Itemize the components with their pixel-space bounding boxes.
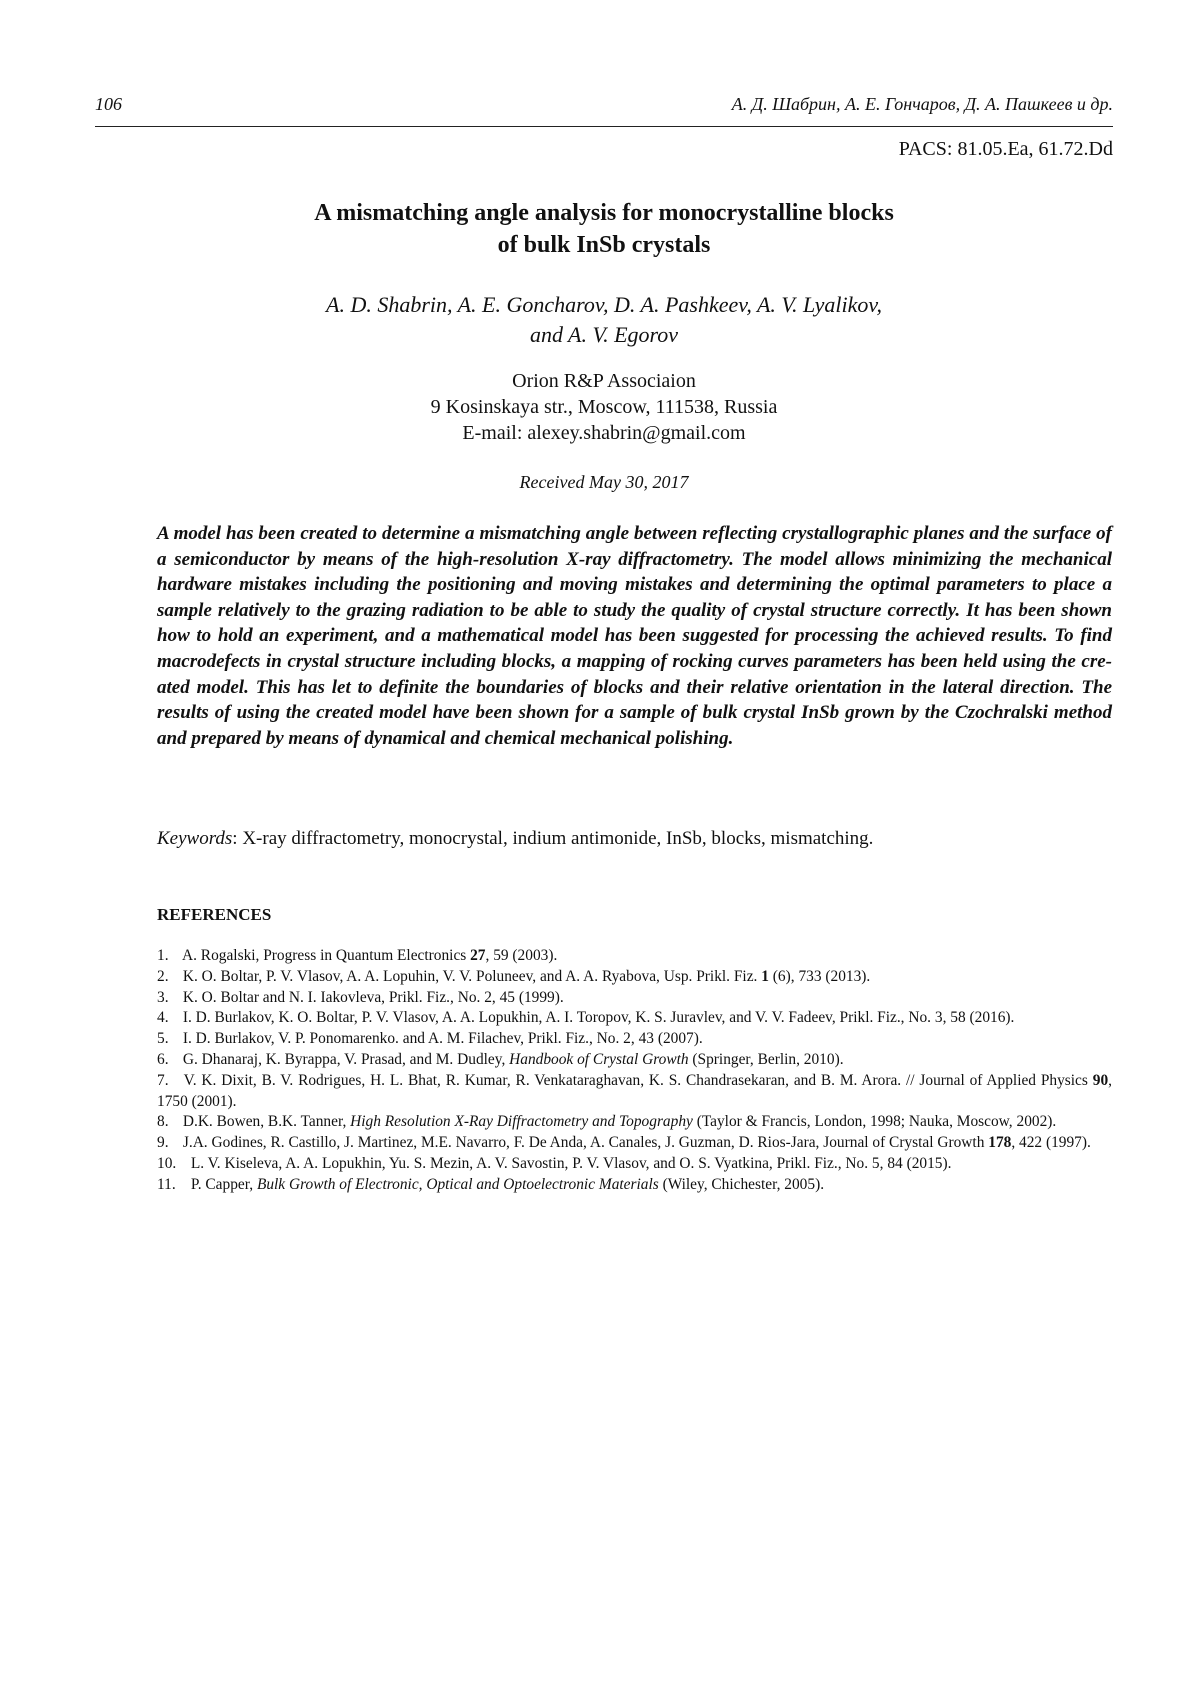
reference-book-title: Handbook of Crystal Growth xyxy=(509,1050,689,1068)
reference-volume: 27 xyxy=(470,947,486,964)
reference-text: G. Dhanaraj, K. Byrappa, V. Prasad, and M. Dudley, xyxy=(182,1050,510,1068)
references-heading: REFERENCES xyxy=(157,905,272,924)
affiliation xyxy=(100,368,1108,446)
reference-number: 9. xyxy=(157,1134,169,1152)
reference-text-end: , 422 (1997). xyxy=(1011,1134,1091,1152)
reference-book-title: Bulk Growth of Electronic, Optical and Optoelectronic Materials xyxy=(256,1175,659,1193)
reference-item xyxy=(157,1133,1112,1154)
received-date: Received May 30, 2017 xyxy=(519,472,689,492)
reference-text-end: (Taylor & Francis, London, 1998; Nauka, Moscow, 2002). xyxy=(692,1113,1057,1131)
reference-text-end: (6), 733 (2013). xyxy=(768,967,871,985)
running-header xyxy=(95,90,1113,120)
keywords-text: : X-ray diffractometry, monocrystal, indium antimonide, InSb, blocks, mismatching. xyxy=(232,828,874,849)
reference-number: 3. xyxy=(157,988,169,1006)
reference-item xyxy=(157,1112,1112,1133)
reference-item xyxy=(157,967,1112,988)
reference-text-end: (Wiley, Chichester, 2005). xyxy=(658,1175,825,1193)
page-number: 106 xyxy=(95,94,122,114)
reference-item xyxy=(157,1008,1112,1029)
reference-text-end: , 1750 (2001). xyxy=(157,1071,1112,1110)
reference-item xyxy=(157,988,1112,1009)
paper-title xyxy=(100,197,1108,261)
reference-item xyxy=(157,1154,1112,1175)
keywords xyxy=(157,828,1112,850)
reference-number: 2. xyxy=(157,967,169,985)
reference-number: 10. xyxy=(157,1154,177,1172)
reference-number: 11. xyxy=(157,1175,176,1193)
header-authors: А. Д. Шабрин, А. Е. Гончаров, Д. А. Пашкеев и др. xyxy=(731,94,1113,114)
contact-email: E-mail: alexey.shabrin@gmail.com xyxy=(462,422,746,444)
reference-item xyxy=(157,946,1112,967)
reference-number: 6. xyxy=(157,1050,169,1068)
authors-line-1: A. D. Shabrin, A. E. Goncharov, D. A. Pashkeev, A. V. Lyalikov, xyxy=(326,292,882,317)
title-line-2: of bulk InSb crystals xyxy=(497,232,711,258)
pacs-codes: PACS: 81.05.Ea, 61.72.Dd xyxy=(898,138,1113,160)
reference-text-end: , 59 (2003). xyxy=(485,947,558,964)
reference-text: V. K. Dixit, B. V. Rodrigues, H. L. Bhat, R. Kumar, R. Venkataraghavan, K. S. Chandrasekaran, and B. M. Arora. // Journal of Applied Physics xyxy=(183,1071,1093,1089)
reference-text: J.A. Godines, R. Castillo, J. Martinez, M.E. Navarro, F. De Anda, A. Canales, J. Guzman, D. Rios-Jara, Journal of Crystal Growth xyxy=(182,1134,989,1152)
reference-volume: 1 xyxy=(761,967,769,985)
reference-text: D.K. Bowen, B.K. Tanner, xyxy=(182,1113,351,1131)
reference-item xyxy=(157,1071,1112,1113)
abstract: A model has been created to determine a mismatching angle between reflecting crystallographic planes and the surface of a semiconductor by means of the high-resolution X-ray diffractometry. The model allows minimizing the mechanical hardware mistakes including the positioning and moving mistakes and determining the optimal parameters to place a sample relatively to the grazing radiation to be able to study the quality of crystal structure correctly. It has been shown how to hold an experiment, and a mathematical model has been suggested for processing the achieved results. To find macrodefects in crystal structure including blocks, a mapping of rocking curves parameters has been held using the created model. This has let to definite the boundaries of blocks and their relative orientation in the lateral direction. The results of using the created model have been shown for a sample of bulk crystal InSb grown by the Czochralski method and prepared by means of dynamical and chemical mechanical polishing. xyxy=(157,523,1112,749)
reference-text-end: (Springer, Berlin, 2010). xyxy=(688,1050,844,1068)
authors-line-2: and A. V. Egorov xyxy=(529,322,679,347)
reference-list xyxy=(157,946,1112,1196)
keywords-label: Keywords xyxy=(157,828,233,849)
author-list xyxy=(100,290,1108,350)
reference-item xyxy=(157,1029,1112,1050)
reference-number: 4. xyxy=(157,1009,169,1027)
reference-text: I. D. Burlakov, V. P. Ponomarenko. and A. M. Filachev, Prikl. Fiz., No. 2, 43 (2007). xyxy=(182,1030,703,1048)
reference-item xyxy=(157,1175,1112,1196)
reference-text: A. Rogalski, Progress in Quantum Electronics xyxy=(182,947,471,964)
reference-text: K. O. Boltar, P. V. Vlasov, A. A. Lopuhin, V. V. Poluneev, and A. A. Ryabova, Usp. Prikl. Fiz. xyxy=(182,967,762,985)
reference-item xyxy=(157,1050,1112,1071)
reference-text: K. O. Boltar and N. I. Iakovleva, Prikl. Fiz., No. 2, 45 (1999). xyxy=(182,988,564,1006)
reference-book-title: High Resolution X-Ray Diffractometry and Topography xyxy=(350,1113,693,1131)
reference-text: P. Capper, xyxy=(190,1175,257,1193)
title-line-1: A mismatching angle analysis for monocrystalline blocks xyxy=(314,200,894,226)
reference-number: 1. xyxy=(157,947,169,964)
reference-number: 7. xyxy=(157,1071,169,1089)
reference-number: 5. xyxy=(157,1030,169,1048)
reference-number: 8. xyxy=(157,1113,169,1131)
reference-text: I. D. Burlakov, K. O. Boltar, P. V. Vlasov, A. A. Lopukhin, A. I. Toropov, K. S. Juravlev, and V. V. Fadeev, Prikl. Fiz., No. 3, 58 (2016). xyxy=(182,1009,1015,1027)
organization-name: Orion R&P Associaion xyxy=(512,370,696,392)
organization-address: 9 Kosinskaya str., Moscow, 111538, Russia xyxy=(430,396,778,418)
reference-text: L. V. Kiseleva, A. A. Lopukhin, Yu. S. Mezin, A. V. Savostin, P. V. Vlasov, and O. S. Vyatkina, Prikl. Fiz., No. 5, 84 (2015). xyxy=(190,1154,952,1172)
reference-volume: 178 xyxy=(988,1134,1012,1152)
reference-volume: 90 xyxy=(1092,1071,1109,1089)
header-divider xyxy=(95,126,1113,127)
